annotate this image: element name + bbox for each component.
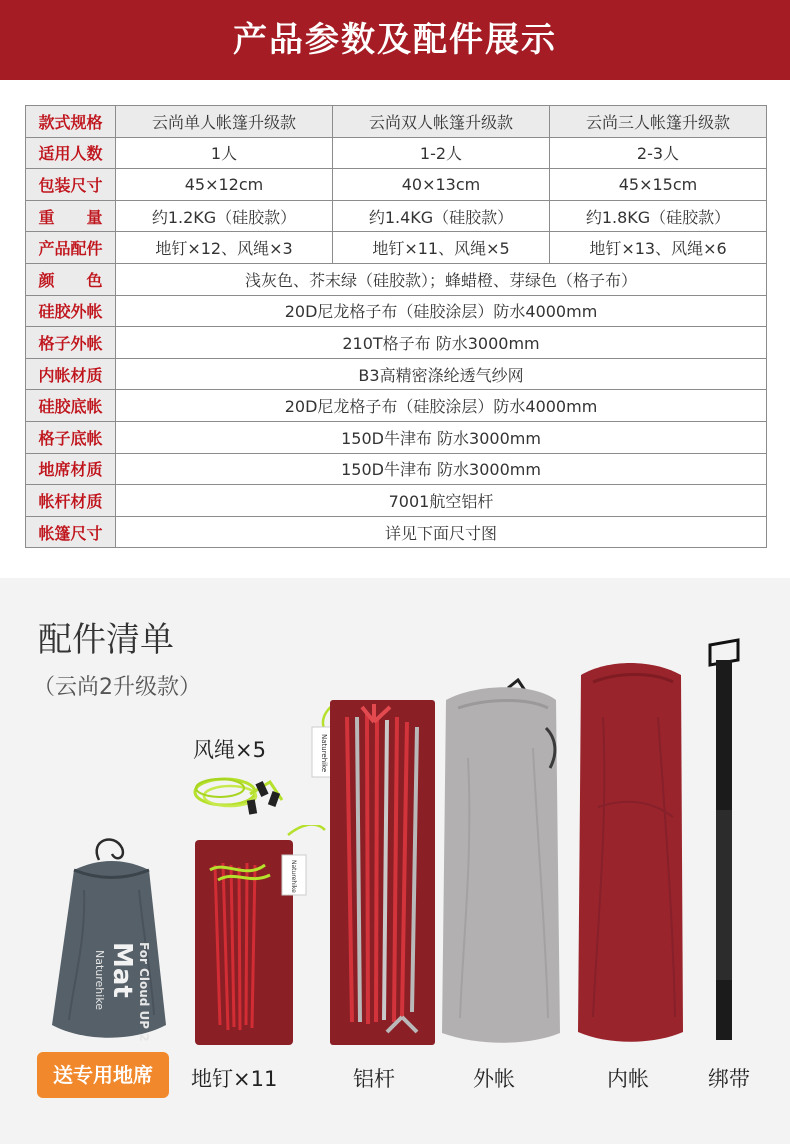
row-label: 颜 色 <box>26 263 116 295</box>
table-cell: 约1.2KG（硅胶款） <box>116 200 333 232</box>
table-cell: B3高精密涤纶透气纱网 <box>116 358 767 390</box>
table-cell: 7001航空铝杆 <box>116 485 767 517</box>
table-row <box>26 516 767 548</box>
row-label: 帐篷尺寸 <box>26 516 116 548</box>
table-row <box>26 200 767 232</box>
table-cell: 云尚单人帐篷升级款 <box>116 106 333 138</box>
inner-tent-caption: 内帐 <box>607 1067 649 1091</box>
stakes-caption: 地钉×11 <box>191 1067 278 1091</box>
rope-caption: 风绳×5 <box>193 738 266 762</box>
row-label: 硅胶外帐 <box>26 295 116 327</box>
table-cell: 45×15cm <box>550 169 767 201</box>
table-cell: 约1.8KG（硅胶款） <box>550 200 767 232</box>
table-row <box>26 295 767 327</box>
table-row <box>26 390 767 422</box>
header-banner <box>0 0 790 80</box>
table-cell: 40×13cm <box>333 169 550 201</box>
row-label: 包装尺寸 <box>26 169 116 201</box>
table-cell: 150D牛津布 防水3000mm <box>116 453 767 485</box>
table-cell: 45×12cm <box>116 169 333 201</box>
table-cell: 云尚三人帐篷升级款 <box>550 106 767 138</box>
table-cell: 浅灰色、芥末绿（硅胶款）；蜂蜡橙、芽绿色（格子布） <box>116 263 767 295</box>
table-cell: 地钉×13、风绳×6 <box>550 232 767 264</box>
row-label: 地席材质 <box>26 453 116 485</box>
rope-image <box>190 762 300 832</box>
row-label: 硅胶底帐 <box>26 390 116 422</box>
table-cell: 1人 <box>116 137 333 169</box>
table-cell: 云尚双人帐篷升级款 <box>333 106 550 138</box>
table-row <box>26 169 767 201</box>
table-row <box>26 358 767 390</box>
accessories-subtitle: （云尚2升级款） <box>33 675 201 700</box>
row-label: 重 量 <box>26 200 116 232</box>
free-mat-badge: 送专用地席 <box>37 1052 169 1098</box>
table-row <box>26 263 767 295</box>
row-label: 格子外帐 <box>26 327 116 359</box>
table-cell: 20D尼龙格子布（硅胶涂层）防水4000mm <box>116 390 767 422</box>
table-cell: 地钉×12、风绳×3 <box>116 232 333 264</box>
table-cell: 详见下面尺寸图 <box>116 516 767 548</box>
mat-bag-image <box>44 830 174 1045</box>
poles-bag-image <box>302 692 442 1047</box>
mat-bag-big-text: Mat <box>107 942 137 998</box>
inner-tent-bag-image <box>573 657 688 1047</box>
mat-bag-small-text: For Cloud UP 2 <box>137 942 151 1042</box>
table-cell: 150D牛津布 防水3000mm <box>116 421 767 453</box>
table-row <box>26 485 767 517</box>
table-row <box>26 137 767 169</box>
row-label: 格子底帐 <box>26 421 116 453</box>
row-label: 内帐材质 <box>26 358 116 390</box>
table-row <box>26 453 767 485</box>
table-cell: 1-2人 <box>333 137 550 169</box>
row-label: 产品配件 <box>26 232 116 264</box>
accessories-title: 配件清单 <box>38 620 174 660</box>
fly-bag-image <box>438 678 568 1048</box>
table-cell: 约1.4KG（硅胶款） <box>333 200 550 232</box>
row-label: 帐杆材质 <box>26 485 116 517</box>
page-title: 产品参数及配件展示 <box>233 20 557 60</box>
strap-image <box>704 630 744 1045</box>
mat-bag-brand: Naturehike <box>93 950 106 1011</box>
table-cell: 2-3人 <box>550 137 767 169</box>
spec-table <box>25 105 767 548</box>
table-row <box>26 106 767 138</box>
table-row <box>26 421 767 453</box>
poles-tag-brand: Naturehike <box>320 734 328 773</box>
poles-caption: 铝杆 <box>353 1067 395 1091</box>
row-label: 适用人数 <box>26 137 116 169</box>
strap-caption: 绑带 <box>708 1067 750 1091</box>
fly-caption: 外帐 <box>473 1067 515 1091</box>
row-label: 款式规格 <box>26 106 116 138</box>
table-cell: 210T格子布 防水3000mm <box>116 327 767 359</box>
table-cell: 地钉×11、风绳×5 <box>333 232 550 264</box>
table-cell: 20D尼龙格子布（硅胶涂层）防水4000mm <box>116 295 767 327</box>
table-row <box>26 327 767 359</box>
stakes-tag-brand: Naturehike <box>290 860 297 893</box>
table-row <box>26 232 767 264</box>
